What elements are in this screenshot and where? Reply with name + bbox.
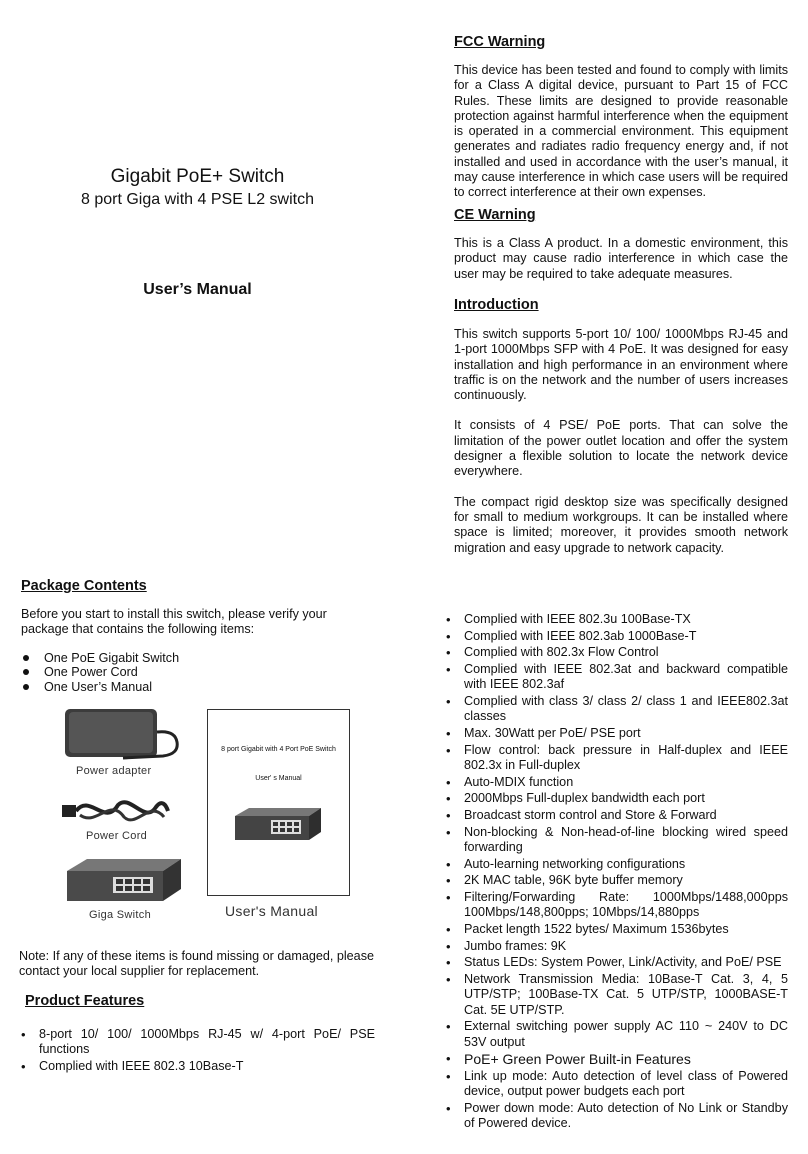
product-features-heading-text: Product Features [25, 993, 145, 1009]
booklet-title: 8 port Gigabit with 4 Port PoE Switch [221, 746, 336, 753]
fcc-heading: FCC Warning [454, 34, 546, 50]
features-list-left [21, 1027, 375, 1074]
product-features-heading [21, 993, 375, 1009]
list-item: • Complied with class 3/ class 2/ class 1 and IEEE802.3at classes [446, 694, 788, 725]
package-note: Note: If any of these items is found missing or damaged, please contact your local supplier for replacement. [19, 949, 374, 979]
cover-subtitle: 8 port Giga with 4 PSE L2 switch [81, 191, 314, 208]
fcc-section [454, 34, 788, 201]
fcc-text: This device has been tested and found to comply with limits for a Class A digital device, pursuant to Part 15 of FCC Rules. These limits are designed to provide reasonable protection against harmful interference when the equipment is operated in a commercial environment. This equipment generates and radiates radio frequency energy and, if not installed and used in accordance with the user’s manual, it may cause interference in which case users will be required to correct interference at their own expenses. [454, 63, 788, 200]
giga-switch-image [63, 857, 183, 907]
power-adapter-image [63, 706, 188, 766]
list-item: • External switching power supply AC 110 ~ 240V to DC 53V output [446, 1019, 788, 1050]
list-item: • Status LEDs: System Power, Link/Activity, and PoE/ PSE [446, 955, 788, 970]
list-item: • Complied with IEEE 802.3at and backward compatible with IEEE 802.3af [446, 662, 788, 693]
cover-title: Gigabit PoE+ Switch [110, 166, 285, 187]
list-item: • Max. 30Watt per PoE/ PSE port [446, 726, 788, 741]
package-list [21, 651, 375, 695]
list-item: One PoE Gigabit Switch [21, 651, 375, 666]
list-item: • Flow control: back pressure in Half-duplex and IEEE 802.3x in Full-duplex [446, 743, 788, 774]
list-item: • Jumbo frames: 9K [446, 939, 788, 954]
list-item: • Non-blocking & Non-head-of-line blocking wired speed forwarding [446, 825, 788, 856]
features-list-right [446, 612, 788, 1131]
product-features-section [21, 993, 375, 1076]
list-item: • Complied with IEEE 802.3ab 1000Base-T [446, 629, 788, 644]
introduction-paragraph-3: The compact rigid desktop size was specifically designed for small to medium workgroups. It can be installed where space is limited; moreover, it provides smooth network migration and easy upgrade to network capacity. [454, 494, 788, 555]
package-section [21, 578, 375, 694]
list-item: • 2000Mbps Full-duplex bandwidth each port [446, 791, 788, 806]
introduction-paragraph-2: It consists of 4 PSE/ PoE ports. That can solve the limitation of the power outlet location and offer the system designer a flexible solution to locate the network device everywhere. [454, 418, 788, 479]
package-illustration [55, 703, 355, 928]
list-item: One User’s Manual [21, 680, 375, 695]
power-adapter-caption: Power adapter [76, 765, 152, 777]
list-item: • 8-port 10/ 100/ 1000Mbps RJ-45 w/ 4-port PoE/ PSE functions [21, 1027, 375, 1058]
manual-booklet-image [207, 709, 350, 896]
giga-switch-caption: Giga Switch [89, 909, 151, 921]
features-list-right-container [446, 612, 788, 1133]
introduction-heading: Introduction [454, 297, 539, 313]
introduction-paragraph-1: This switch supports 5-port 10/ 100/ 1000Mbps RJ-45 and 1-port 1000Mbps SFP with 4 PoE. It was designed for easy installation and high performance in an environment where traffic is on the network and the number of users increases continuously. [454, 327, 788, 403]
power-cord-caption: Power Cord [86, 830, 148, 842]
package-text: Before you start to install this switch, please verify your package that contains the following items: [21, 607, 327, 637]
list-item: • PoE+ Green Power Built-in Features [446, 1051, 788, 1067]
booklet-switch-image [233, 806, 323, 844]
cover-manual-label: User’s Manual [143, 281, 252, 298]
list-item: • Complied with IEEE 802.3 10Base-T [21, 1059, 375, 1074]
list-item: • 2K MAC table, 96K byte buffer memory [446, 873, 788, 888]
list-item: • Complied with 802.3x Flow Control [446, 645, 788, 660]
ce-heading: CE Warning [454, 207, 536, 223]
list-item: • Link up mode: Auto detection of level class of Powered device, output power budgets each port [446, 1069, 788, 1100]
ce-text: This is a Class A product. In a domestic environment, this product may cause radio interference in which case the user may be required to take adequate measures. [454, 236, 788, 281]
ce-section [454, 207, 788, 282]
cover [20, 165, 375, 299]
list-item: • Auto-learning networking configurations [446, 857, 788, 872]
list-item: • Filtering/Forwarding Rate: 1000Mbps/1488,000pps 100Mbps/148,800pps; 10Mbps/14,880pps [446, 890, 788, 921]
list-item: • Auto-MDIX function [446, 775, 788, 790]
list-item: • Broadcast storm control and Store & Forward [446, 808, 788, 823]
package-heading: Package Contents [21, 578, 147, 594]
power-cord-image [60, 791, 170, 831]
list-item: • Complied with IEEE 802.3u 100Base-TX [446, 612, 788, 627]
list-item: • Packet length 1522 bytes/ Maximum 1536bytes [446, 922, 788, 937]
booklet-subtitle: User' s Manual [255, 775, 302, 782]
list-item: One Power Cord [21, 665, 375, 680]
list-item: • Power down mode: Auto detection of No Link or Standby of Powered device. [446, 1101, 788, 1132]
manual-caption: User's Manual [225, 903, 318, 919]
list-item: • Network Transmission Media: 10Base-T Cat. 3, 4, 5 UTP/STP; 100Base-TX Cat. 5 UTP/STP, 1000BASE-T Cat. 5E UTP/STP. [446, 972, 788, 1018]
introduction-section [454, 297, 788, 556]
